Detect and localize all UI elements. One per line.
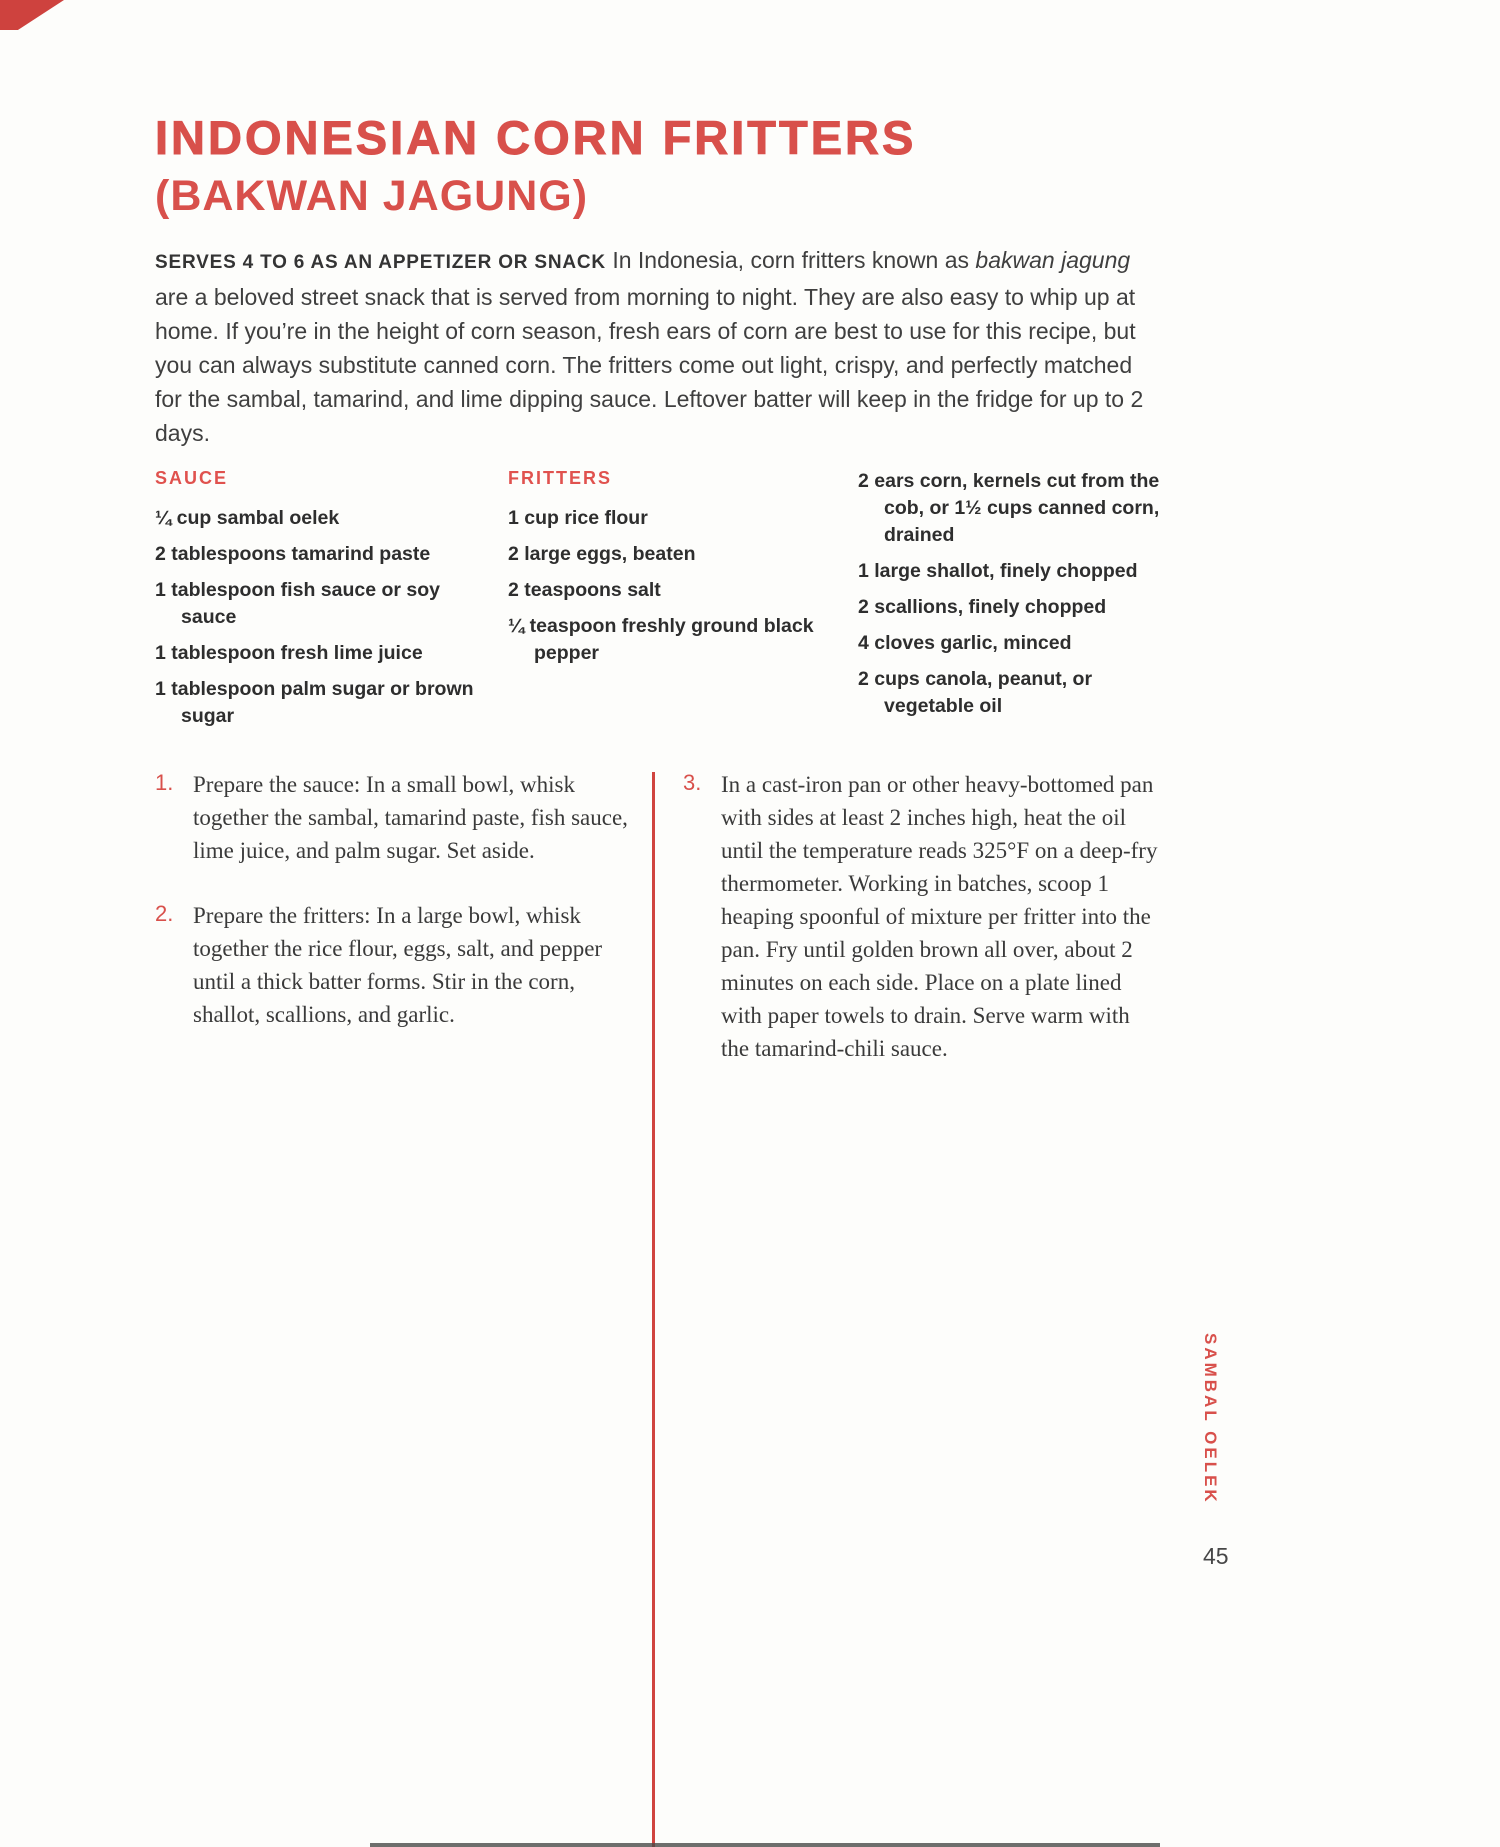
step-number: 2. — [155, 901, 174, 926]
ingredient-item: 2 tablespoons tamarind paste — [155, 543, 431, 565]
ingredients-header-fritters: FRITTERS — [508, 468, 612, 488]
recipe-title: INDONESIAN CORN FRITTERS — [155, 111, 917, 164]
ingredients-column-extra — [858, 468, 1178, 729]
step-text: Prepare the fritters: In a large bowl, whisk together the rice flour, eggs, salt, and pepper until a thick batter forms. Stir in the corn, shallot, scallions, and garlic. — [193, 903, 603, 1027]
intro-italic-term: bakwan jagung — [975, 247, 1131, 273]
step-text: In a cast-iron pan or other heavy-bottomed pan with sides at least 2 inches high, heat the oil until the temperature reads 325°F on a deep-fry thermometer. Working in batches, scoop 1 heaping spoonful of mixture per fritter into the pan. Fry until golden brown all over, about 2 minutes on each side. Place on a plate lined with paper towels to drain. Serve warm with the tamarind-chili sauce. — [721, 772, 1158, 1061]
ingredients-header-sauce: SAUCE — [155, 468, 229, 488]
ingredient-item: ¼ teaspoon freshly ground black pepper — [508, 615, 814, 664]
ingredient-item: 2 teaspoons salt — [508, 579, 661, 601]
recipe-intro — [155, 243, 1155, 450]
page-corner-mark — [0, 0, 64, 30]
ingredient-item: 1 tablespoon fish sauce or soy sauce — [155, 579, 440, 628]
steps-column-left — [155, 768, 630, 1063]
step-number: 3. — [683, 770, 702, 795]
chapter-side-label: SAMBAL OELEK — [1201, 1333, 1220, 1505]
recipe-subtitle: (BAKWAN JAGUNG) — [155, 172, 589, 220]
page-number: 45 — [1203, 1543, 1229, 1569]
ingredient-item: 1 cup rice flour — [508, 507, 648, 529]
ingredient-item: 2 large eggs, beaten — [508, 543, 696, 565]
step-1 — [155, 768, 630, 867]
ingredient-item: 2 cups canola, peanut, or vegetable oil — [858, 668, 1093, 717]
intro-text-end: are a beloved street snack that is served from morning to night. They are also easy to whip up at home. If you’re in the height of corn season, fresh ears of corn are best to use for this recipe, but you can always substitute canned corn. The fritters come out light, crispy, and perfectly matched for the sambal, tamarind, and lime dipping sauce. Leftover batter will keep in the fridge for up to 2 days. — [155, 284, 1144, 446]
intro-text-start: In Indonesia, corn fritters known as — [605, 247, 976, 273]
step-text: Prepare the sauce: In a small bowl, whisk together the sambal, tamarind paste, fish sauce, lime juice, and palm sugar. Set aside. — [193, 772, 628, 863]
step-number: 1. — [155, 770, 174, 795]
serves-label: SERVES 4 TO 6 AS AN APPETIZER OR SNACK — [155, 252, 606, 273]
ingredient-item: ¼ cup sambal oelek — [155, 507, 340, 529]
ingredient-item: 1 large shallot, finely chopped — [858, 560, 1138, 582]
ingredient-item: 2 scallions, finely chopped — [858, 596, 1107, 618]
ingredient-item: 1 tablespoon palm sugar or brown sugar — [155, 678, 474, 727]
step-2 — [155, 899, 630, 1031]
page-bottom-edge — [370, 1843, 1160, 1847]
ingredient-item: 1 tablespoon fresh lime juice — [155, 642, 423, 664]
steps-column-right — [683, 768, 1163, 1097]
column-divider-rule — [652, 772, 655, 1847]
ingredients-column-fritters — [508, 468, 828, 676]
ingredient-item: 2 ears corn, kernels cut from the cob, or 1½ cups canned corn, drained — [858, 470, 1160, 546]
ingredient-item: 4 cloves garlic, minced — [858, 632, 1072, 654]
ingredients-column-sauce — [155, 468, 495, 739]
step-3 — [683, 768, 1163, 1065]
